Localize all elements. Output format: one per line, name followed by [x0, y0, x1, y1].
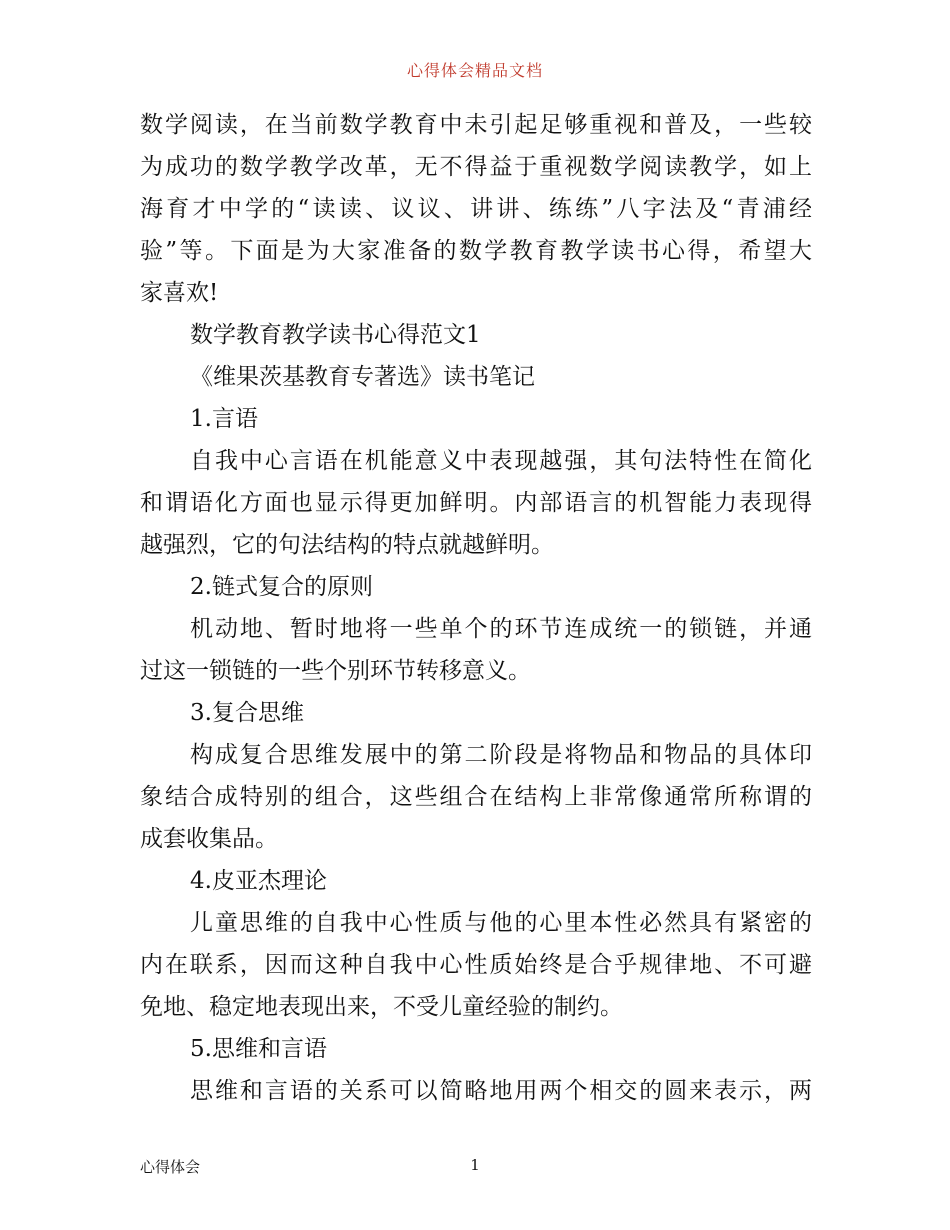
section-title: 数学教育教学读书心得范文1 — [190, 322, 481, 348]
paragraph-line: 免地、稳定地表现出来，不受儿童经验的制约。 — [140, 994, 623, 1020]
section-heading: 5.思维和言语 — [190, 1036, 327, 1062]
paragraph-line: 和谓语化方面也显示得更加鲜明。内部语言的机智能力表现得 — [140, 490, 812, 516]
page-number: 1 — [470, 1156, 480, 1174]
section-heading: 4.皮亚杰理论 — [190, 868, 327, 894]
paragraph-line: 构成复合思维发展中的第二阶段是将物品和物品的具体印 — [190, 742, 812, 768]
paragraph-line: 数学阅读，在当前数学教育中未引起足够重视和普及，一些较 — [140, 112, 812, 138]
paragraph-line: 为成功的数学教学改革，无不得益于重视数学阅读教学，如上 — [140, 154, 812, 180]
footer-label: 心得体会 — [140, 1158, 201, 1176]
paragraph-line: 思维和言语的关系可以简略地用两个相交的圆来表示，两 — [190, 1078, 812, 1104]
section-heading: 1.言语 — [190, 406, 258, 432]
paragraph-line: 过这一锁链的一些个别环节转移意义。 — [140, 658, 531, 684]
book-title: 《维果茨基教育专著选》读书笔记 — [190, 364, 535, 390]
paragraph-line: 机动地、暂时地将一些单个的环节连成统一的锁链，并通 — [190, 616, 812, 642]
document-header-title: 心得体会精品文档 — [406, 61, 543, 80]
section-heading: 2.链式复合的原则 — [190, 574, 373, 600]
paragraph-line: 自我中心言语在机能意义中表现越强，其句法特性在简化 — [190, 448, 812, 474]
section-heading: 3.复合思维 — [190, 700, 304, 726]
paragraph-line: 儿童思维的自我中心性质与他的心里本性必然具有紧密的 — [190, 910, 812, 936]
paragraph-line: 越强烈，它的句法结构的特点就越鲜明。 — [140, 532, 554, 558]
document-body — [140, 104, 812, 1112]
paragraph-line: 内在联系，因而这种自我中心性质始终是合乎规律地、不可避 — [140, 952, 812, 978]
paragraph-line: 家喜欢! — [140, 280, 219, 306]
paragraph-line: 成套收集品。 — [140, 826, 278, 852]
paragraph-line: 海育才中学的“读读、议议、讲讲、练练”八字法及“青浦经 — [140, 196, 812, 222]
paragraph-line: 象结合成特别的组合，这些组合在结构上非常像通常所称谓的 — [140, 784, 812, 810]
paragraph-line: 验”等。下面是为大家准备的数学教育教学读书心得，希望大 — [140, 238, 812, 264]
